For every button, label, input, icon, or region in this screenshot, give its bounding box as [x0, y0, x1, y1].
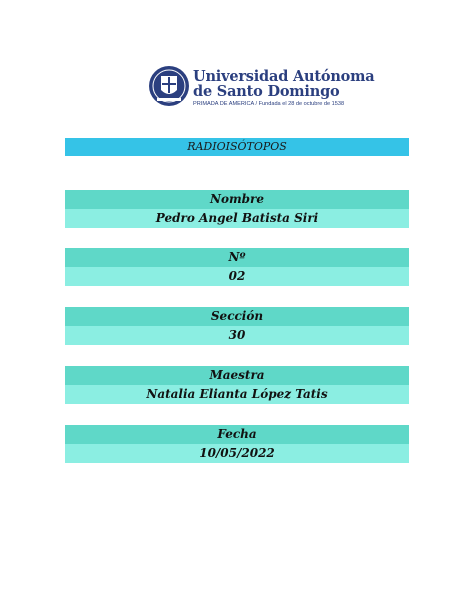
university-seal-icon: [148, 60, 190, 112]
field-label: Fecha: [65, 425, 409, 444]
university-logo: [148, 60, 375, 115]
logo-subtitle: PRIMADA DE AMERICA / Fundada el 28 de octubre de 1538: [193, 101, 345, 107]
field-numero: [65, 248, 409, 286]
field-value: 02: [65, 267, 409, 286]
logo-line-2: de Santo Domingo: [193, 83, 340, 100]
field-label: Nº: [65, 248, 409, 267]
field-value: 10/05/2022: [65, 444, 409, 463]
field-value: Pedro Angel Batista Siri: [65, 209, 409, 228]
document-title: RADIOISÓTOPOS: [65, 138, 409, 156]
field-label: Nombre: [65, 190, 409, 209]
field-value: 30: [65, 326, 409, 345]
field-nombre: [65, 190, 409, 228]
field-seccion: [65, 307, 409, 345]
field-label: Maestra: [65, 366, 409, 385]
field-value: Natalia Elianta López Tatis: [65, 385, 409, 404]
field-label: Sección: [65, 307, 409, 326]
field-maestra: [65, 366, 409, 404]
field-fecha: [65, 425, 409, 463]
logo-line-1: Universidad Autónoma: [193, 68, 375, 85]
